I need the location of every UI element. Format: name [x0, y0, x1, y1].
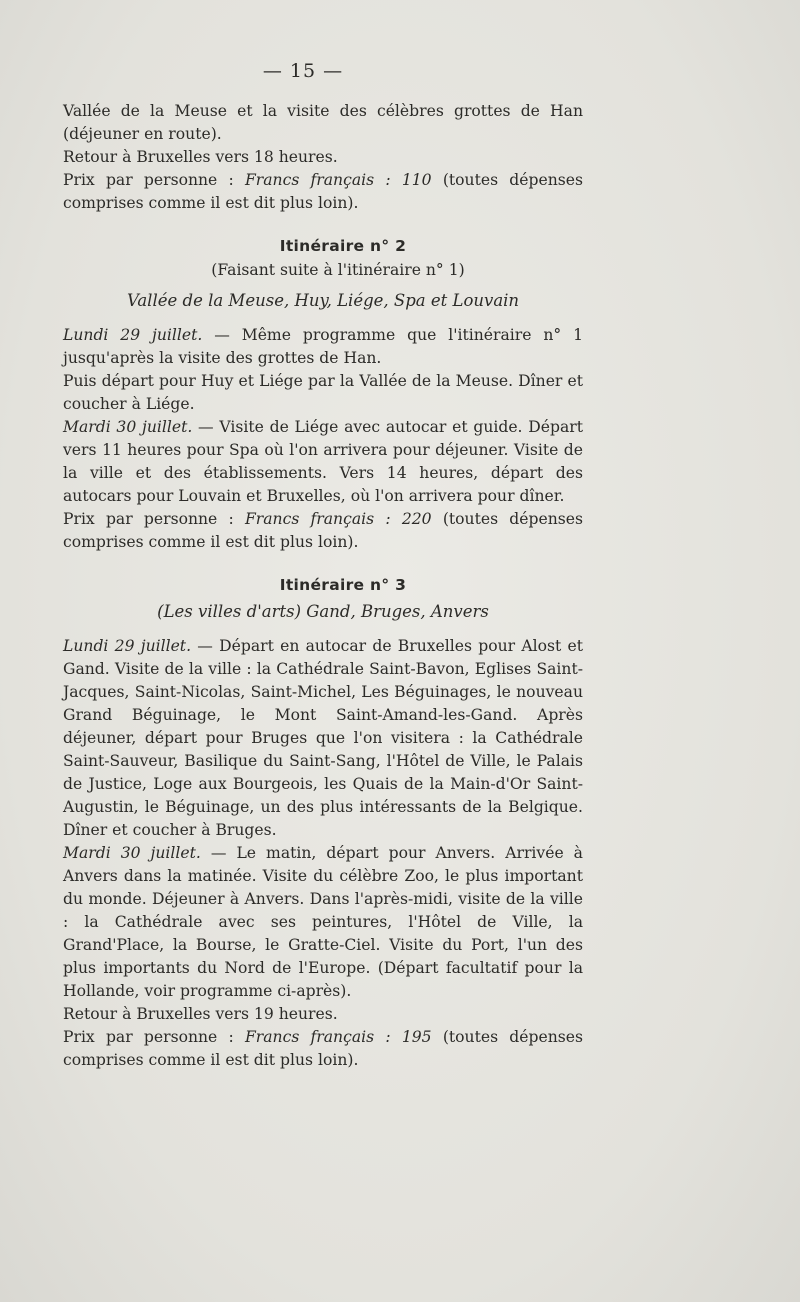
itinerary-2-day-2: [63, 416, 583, 508]
itinerary-2-title: Vallée de la Meuse, Huy, Liége, Spa et Louvain: [126, 291, 520, 310]
price-suffix: (toutes dépenses comprises comme il est dit plus loin).: [63, 510, 584, 551]
day-label: Mardi 30 juillet.: [63, 418, 193, 436]
price-suffix: (toutes dépenses comprises comme il est dit plus loin).: [63, 1028, 584, 1069]
price-value: 220: [401, 510, 432, 528]
itinerary-3-day-2: [63, 842, 583, 1003]
itinerary-3-heading: Itinéraire n° 3: [279, 576, 407, 594]
intro-line-2-wrap: [63, 146, 583, 169]
price-prefix: Prix par personne :: [63, 510, 245, 528]
price-prefix: Prix par personne :: [63, 171, 245, 189]
intro-line-2: Retour à Bruxelles vers 18 heures.: [63, 148, 338, 166]
price-currency: Francs français :: [244, 171, 402, 189]
itinerary-2-day-1-cont: Puis départ pour Huy et Liége par la Vallée de la Meuse. Dîner et coucher à Liége.: [63, 372, 583, 413]
page-content: [63, 60, 583, 1072]
price-suffix: (toutes dépenses comprises comme il est dit plus loin).: [63, 171, 584, 212]
day-text: — Le matin, départ pour Anvers. Arrivée à Anvers dans la matinée. Visite du célèbre Zoo, le plus important du monde. Déjeuner à Anvers. Dans l'après-midi, visite de la ville : la Cathédrale avec ses peintures, l'Hôtel de Ville, la Grand'Place, la Bourse, le Gratte-Ciel. Visite du Port, l'un des plus importants du Nord de l'Europe. (Départ facultatif pour la Hollande, voir programme ci-après).: [63, 844, 583, 1000]
day-text: — Même programme que l'itinéraire n° 1 jusqu'après la visite des grottes de Han.: [63, 326, 583, 367]
itinerary-2-subheading: (Faisant suite à l'itinéraire n° 1): [211, 261, 465, 279]
itinerary-2-heading: Itinéraire n° 2: [279, 237, 407, 255]
day-label: Lundi 29 juillet.: [63, 326, 203, 344]
itinerary-2-day-1: [63, 324, 583, 370]
intro-line-1: Vallée de la Meuse et la visite des célèbres grottes de Han (déjeuner en route).: [63, 102, 583, 143]
price-prefix: Prix par personne :: [63, 1028, 245, 1046]
itinerary-3-title: (Les villes d'arts) Gand, Bruges, Anvers: [157, 602, 489, 621]
day-text: — Départ en autocar de Bruxelles pour Alost et Gand. Visite de la ville : la Cathédrale Saint-Bavon, Eglises Saint-Jacques, Saint-Nicolas, Saint-Michel, Les Béguinages, le nouveau Grand Béguinage, le Mont Saint-Amand-les-Gand. Après déjeuner, départ pour Bruges que l'on visitera : la Cathédrale Saint-Sauveur, Basilique du Saint-Sang, l'Hôtel de Ville, le Palais de Justice, Loge aux Bourgeois, les Quais de la Main-d'Or Saint-Augustin, le Béguinage, un des plus intéressants de la Belgique. Dîner et coucher à Bruges.: [63, 637, 583, 839]
itinerary-3-price: [63, 1026, 583, 1072]
day-label: Mardi 30 juillet.: [63, 844, 201, 862]
intro-price: [63, 169, 583, 215]
day-label: Lundi 29 juillet.: [63, 637, 192, 655]
page-number: — 15 —: [262, 60, 344, 82]
price-currency: Francs français :: [244, 510, 402, 528]
price-value: 195: [401, 1028, 432, 1046]
itinerary-3-return: Retour à Bruxelles vers 19 heures.: [63, 1005, 338, 1023]
itinerary-2-price: [63, 508, 583, 554]
price-currency: Francs français :: [244, 1028, 402, 1046]
day-text: — Visite de Liége avec autocar et guide. Départ vers 11 heures pour Spa où l'on arrivera pour déjeuner. Visite de la ville et des établissements. Vers 14 heures, départ des autocars pour Louvain et Bruxelles, où l'on arrivera pour dîner.: [63, 418, 583, 505]
itinerary-3-day-1: [63, 635, 583, 842]
price-value: 110: [401, 171, 432, 189]
